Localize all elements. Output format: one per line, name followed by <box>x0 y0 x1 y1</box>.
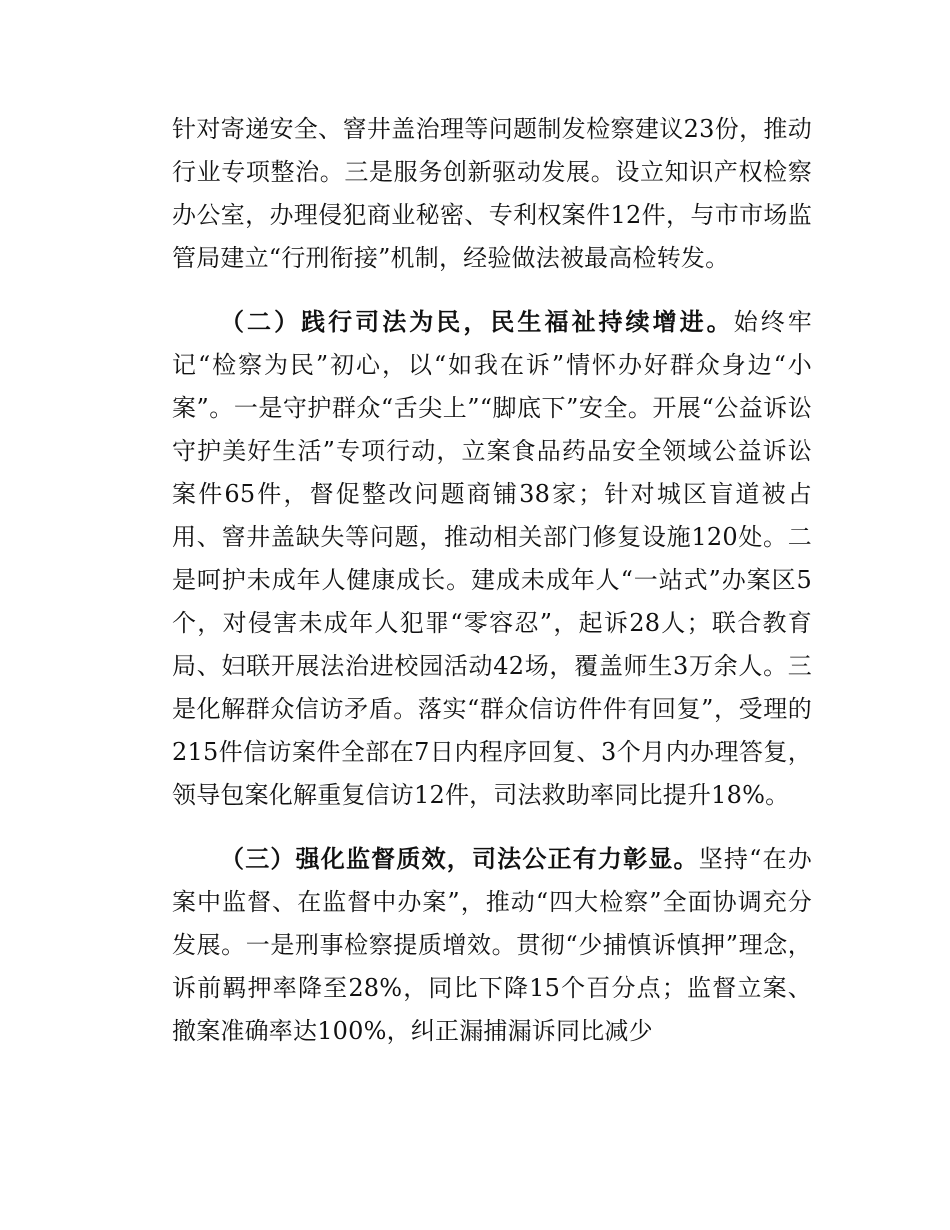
section-2-body: 始终牢记“检察为民”初心，以“如我在诉”情怀办好群众身边“小案”。一是守护群众“舌尖上”“脚底下”安全。开展“公益诉讼守护美好生活”专项行动，立案食品药品安全领域公益诉讼案件65件，督促整改问题商铺38家；针对城区盲道被占用、窨井盖缺失等问题，推动相关部门修复设施120处。二是呵护未成年人健康成长。建成未成年人“一站式”办案区5个，对侵害未成年人犯罪“零容忍”，起诉28人；联合教育局、妇联开展法治进校园活动42场，覆盖师生3万余人。三是化解群众信访矛盾。落实“群众信访件件有回复”，受理的215件信访案件全部在7日内程序回复、3个月内办理答复，领导包案化解重复信访12件，司法救助率同比提升18%。 <box>172 308 812 809</box>
paragraph-continuation <box>172 108 812 280</box>
section-3-body: 坚持“在办案中监督、在监督中办案”，推动“四大检察”全面协调充分发展。一是刑事检察提质增效。贯彻“少捕慎诉慎押”理念，诉前羁押率降至28%，同比下降15个百分点；监督立案、撤案准确率达100%，纠正漏捕漏诉同比减少 <box>172 845 812 1045</box>
paragraph-section-3 <box>172 837 812 1053</box>
section-3-heading: （三）强化监督质效，司法公正有力彰显。 <box>220 844 699 873</box>
paragraph-1-text: 针对寄递安全、窨井盖治理等问题制发检察建议23份，推动行业专项整治。三是服务创新驱动发展。设立知识产权检察办公室，办理侵犯商业秘密、专利权案件12件，与市市场监管局建立“行刑衔接”机制，经验做法被最高检转发。 <box>172 115 812 272</box>
section-2-heading: （二）践行司法为民，民生福祉持续增进。 <box>220 307 734 336</box>
paragraph-section-2 <box>172 300 812 817</box>
document-page <box>172 108 812 1053</box>
